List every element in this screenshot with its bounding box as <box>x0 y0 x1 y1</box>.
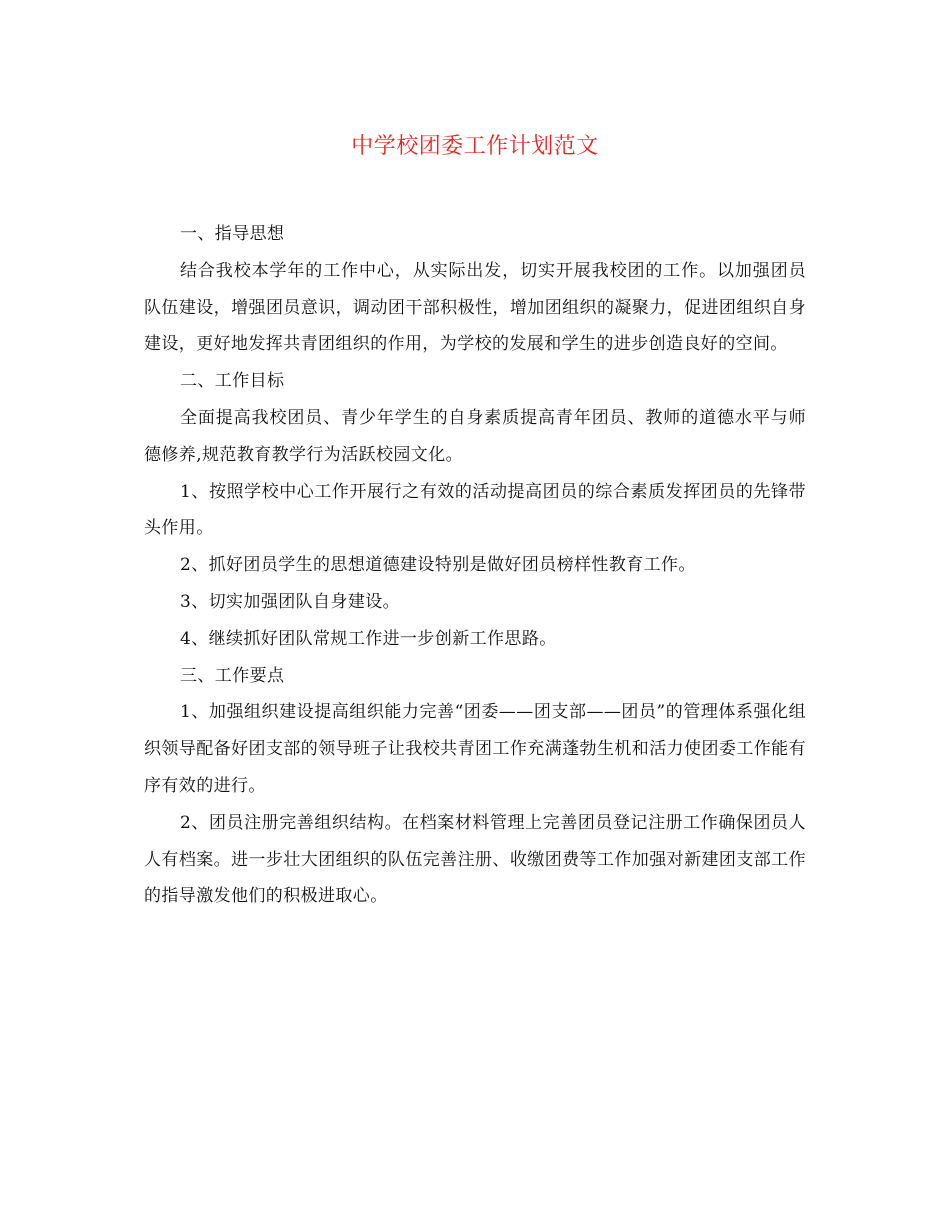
document-title: 中学校团委工作计划范文 <box>351 134 599 159</box>
section-heading: 一、指导思想 <box>180 224 285 244</box>
document-body <box>144 216 806 915</box>
list-item: 2、抓好团员学生的思想道德建设特别是做好团员榜样性教育工作。 <box>180 555 696 576</box>
section-heading: 二、工作目标 <box>180 371 285 392</box>
body-paragraph: 全面提高我校团员、青少年学生的自身素质提高青年团员、教师的道德水平与师德修养,规范教育教学行为活跃校园文化。 <box>144 407 806 465</box>
section-heading: 三、工作要点 <box>180 665 285 686</box>
body-paragraph: 结合我校本学年的工作中心，从实际出发，切实开展我校团的工作。以加强团员队伍建设，增强团员意识，调动团干部积极性，增加团组织的凝聚力，促进团组织自身建设，更好地发挥共青团组织的作用，为学校的发展和学生的进步创造良好的空间。 <box>144 260 806 355</box>
list-item: 1、按照学校中心工作开展行之有效的活动提高团员的综合素质发挥团员的先锋带头作用。 <box>144 481 806 539</box>
list-item: 2、团员注册完善组织结构。在档案材料管理上完善团员登记注册工作确保团员人人有档案。进一步壮大团组织的队伍完善注册、收缴团费等工作加强对新建团支部工作的指导激发他们的积极进取心。 <box>144 812 806 907</box>
list-item: 3、切实加强团队自身建设。 <box>180 591 401 612</box>
list-item: 4、继续抓好团队常规工作进一步创新工作思路。 <box>180 628 557 649</box>
list-item: 1、加强组织建设提高组织能力完善“团委——团支部——团员”的管理体系强化组织领导配备好团支部的领导班子让我校共青团工作充满蓬勃生机和活力使团委工作能有序有效的进行。 <box>144 702 806 796</box>
